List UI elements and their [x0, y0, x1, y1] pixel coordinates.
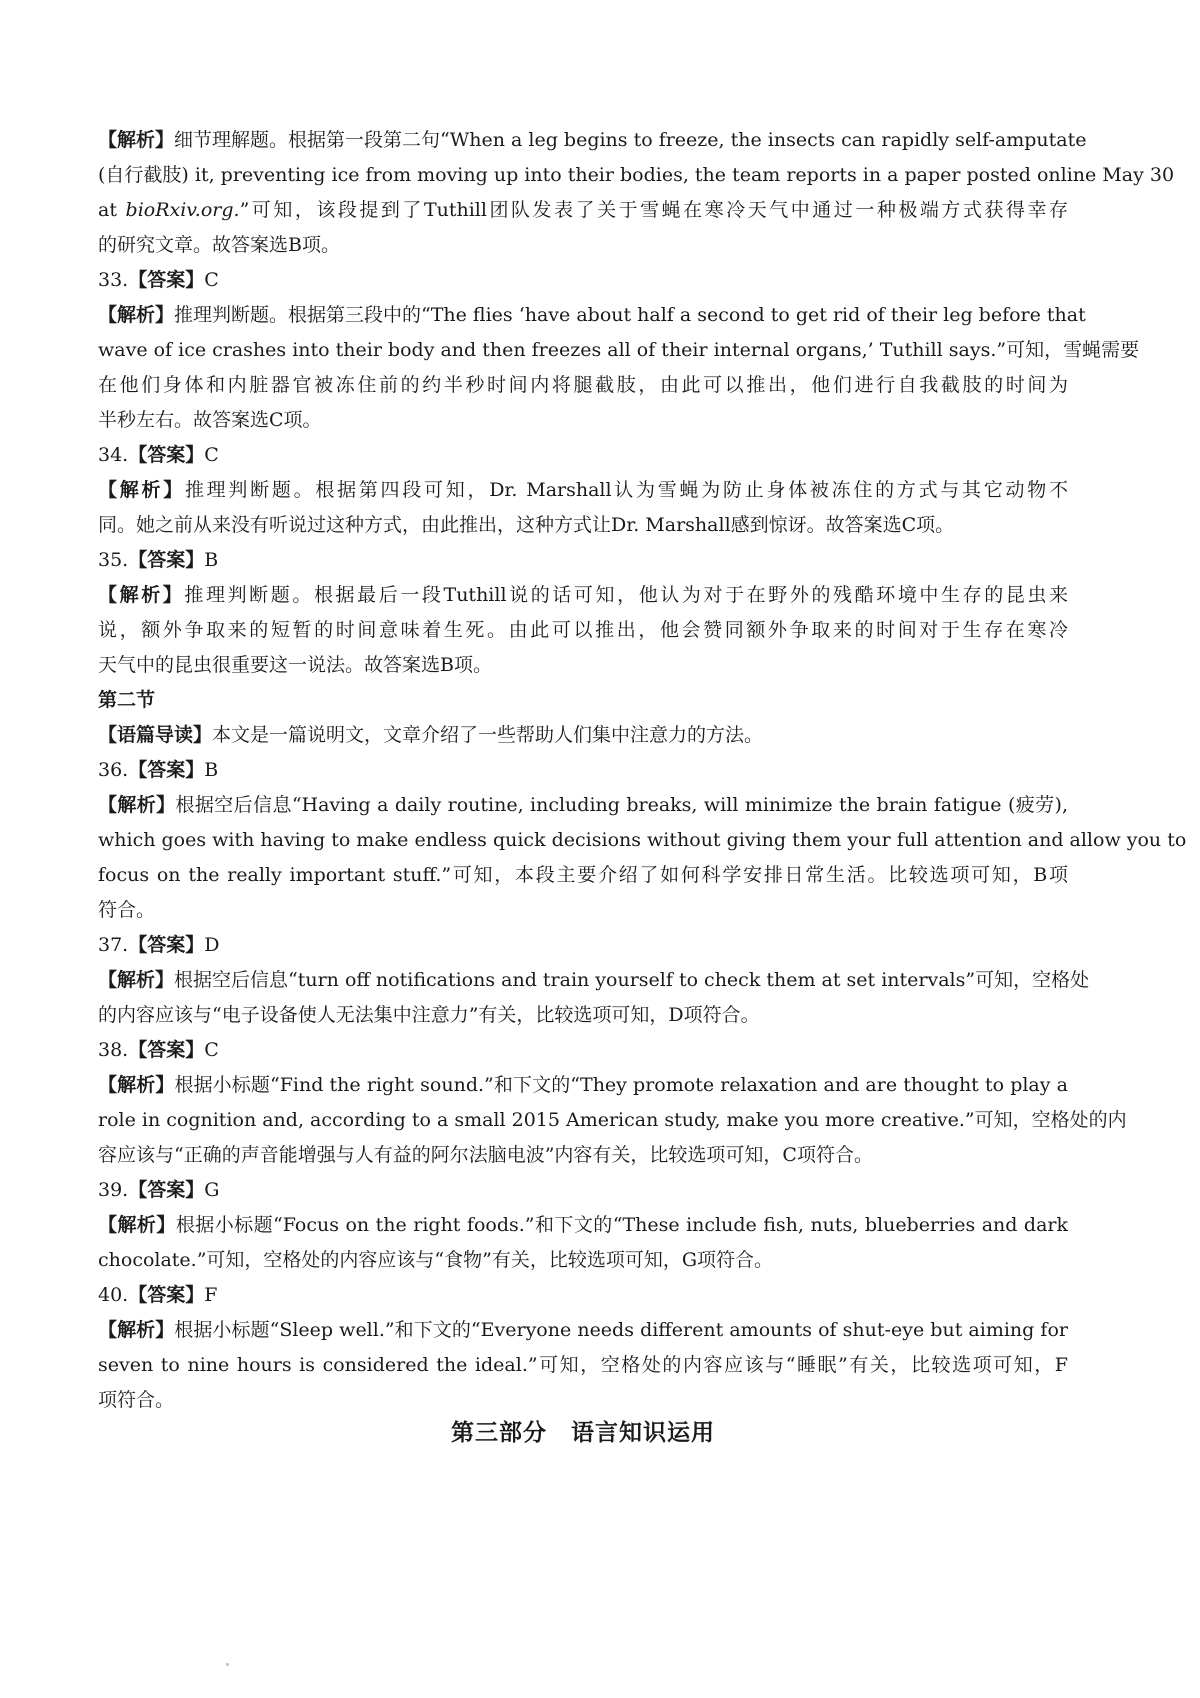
text-line: [98, 1352, 1068, 1378]
line-text: 36.: [98, 759, 129, 781]
text-line: [98, 1317, 1068, 1343]
line-text: 根据小标题“Find the right sound.”和下文的“They promote relaxation and are thought to play a: [174, 1074, 1068, 1096]
line-text: C: [204, 1039, 219, 1061]
bold-label: 第二节: [98, 689, 156, 711]
bold-label: 【答案】: [128, 269, 205, 291]
line-text: 根据空后信息“turn off notifications and train yourself to check them at set intervals”可知，空格处: [174, 969, 1090, 991]
line-text: focus on the really important stuff.”可知，本段主要介绍了如何科学安排日常生活。比较选项可知，B项: [98, 864, 1068, 886]
line-text: 38.: [98, 1039, 129, 1061]
section-title: 第三部分 语言知识运用: [451, 1419, 715, 1446]
line-text: chocolate.”可知，空格处的内容应该与“食物”有关，比较选项可知，G项符合。: [98, 1249, 774, 1271]
bold-label: 【答案】: [128, 1039, 205, 1061]
bold-label: 【解析】: [98, 479, 185, 501]
line-text: 根据小标题“Sleep well.”和下文的“Everyone needs different amounts of shut-eye but aiming for: [174, 1319, 1068, 1341]
line-text: 半秒左右。故答案选C项。: [98, 409, 322, 431]
line-text: 37.: [98, 934, 129, 956]
line-text: role in cognition and, according to a small 2015 American study, make you more creative.”可知，空格处的内: [98, 1109, 1127, 1131]
line-text: 容应该与“正确的声音能增强与人有益的阿尔法脑电波”内容有关，比较选项可知，C项符合。: [98, 1144, 873, 1166]
line-text: 39.: [98, 1179, 129, 1201]
line-text: 根据小标题“Focus on the right foods.”和下文的“These include fish, nuts, blueberries and dark: [175, 1214, 1068, 1236]
line-text: C: [204, 444, 219, 466]
text-line: [98, 372, 1068, 398]
line-text: 同。她之前从来没有听说过这种方式，由此推出，这种方式让Dr. Marshall感到惊讶。故答案选C项。: [98, 514, 955, 536]
line-text: G: [204, 1179, 220, 1201]
line-text: seven to nine hours is considered the ideal.”可知，空格处的内容应该与“睡眠”有关，比较选项可知，F: [98, 1354, 1068, 1376]
text-line: [98, 967, 1090, 993]
line-text: 项符合。: [98, 1389, 175, 1411]
bold-label: 【解析】: [98, 1074, 175, 1096]
bold-label: 【答案】: [128, 444, 205, 466]
bold-label: 【解析】: [98, 969, 175, 991]
bold-label: 【答案】: [128, 549, 205, 571]
line-text: 的研究文章。故答案选B项。: [98, 234, 340, 256]
line-text: 说，额外争取来的短暂的时间意味着生死。由此可以推出，他会赞同额外争取来的时间对于生存在寒冷: [98, 619, 1068, 641]
line-text: 推理判断题。根据第四段可知，Dr. Marshall认为雪蝇为防止身体被冻住的方式与其它动物不: [184, 479, 1068, 501]
line-text: ”可知，该段提到了Tuthill团队发表了关于雪蝇在寒冷天气中通过一种极端方式获得幸存: [239, 199, 1068, 221]
line-text: C: [204, 269, 219, 291]
line-text: 的内容应该与“电子设备使人无法集中注意力”有关，比较选项可知，D项符合。: [98, 1004, 760, 1026]
text-line: [98, 617, 1068, 643]
text-line: [98, 862, 1068, 888]
line-text: which goes with having to make endless quick decisions without giving them your full attention and allow you to: [98, 829, 1187, 851]
text-line: [98, 1247, 1068, 1273]
line-text: 细节理解题。根据第一段第二句“When a leg begins to freeze, the insects can rapidly self-amputate: [174, 129, 1087, 151]
text-line: [98, 1107, 1127, 1133]
line-text: 天气中的昆虫很重要这一说法。故答案选B项。: [98, 654, 492, 676]
text-line: [98, 582, 1068, 608]
text-line: [98, 792, 1068, 818]
text-line: [98, 477, 1068, 503]
bold-label: 【语篇导读】: [98, 724, 213, 746]
text-line: [98, 1282, 1068, 1308]
page-mark: [226, 1663, 229, 1666]
line-text: 33.: [98, 269, 129, 291]
line-text: B: [204, 549, 219, 571]
text-line: [98, 1212, 1068, 1238]
line-text: 推理判断题。根据第三段中的“The flies ‘have about half a second to get rid of their leg before that: [174, 304, 1086, 326]
bold-label: 【解析】: [98, 584, 185, 606]
text-line: [98, 687, 1068, 713]
text-line: [98, 1002, 1068, 1028]
bold-label: 【答案】: [128, 934, 205, 956]
text-line: [98, 127, 1087, 153]
text-line: [98, 512, 1068, 538]
text-line: [98, 547, 1068, 573]
line-text: 本文是一篇说明文，文章介绍了一些帮助人们集中注意力的方法。: [212, 724, 764, 746]
text-line: [98, 1142, 1068, 1168]
bold-label: 【答案】: [128, 759, 205, 781]
text-line: [98, 162, 1175, 188]
line-text: 40.: [98, 1284, 129, 1306]
line-text: B: [204, 759, 219, 781]
text-line: [98, 1037, 1068, 1063]
line-text: D: [204, 934, 220, 956]
text-line: [98, 897, 1068, 923]
line-text: 34.: [98, 444, 129, 466]
line-text: F: [204, 1284, 218, 1306]
text-line: [98, 442, 1068, 468]
text-line: [98, 1072, 1068, 1098]
text-line: [98, 267, 1068, 293]
text-line: [98, 757, 1068, 783]
text-line: [98, 337, 1140, 363]
line-text: 符合。: [98, 899, 156, 921]
text-line: [98, 407, 1068, 433]
bold-label: 【解析】: [98, 129, 175, 151]
text-line: [98, 232, 1068, 258]
bold-label: 【答案】: [128, 1179, 205, 1201]
text-line: [98, 302, 1086, 328]
text-line: [98, 1177, 1068, 1203]
bold-label: 【解析】: [98, 304, 175, 326]
line-text: 推理判断题。根据最后一段Tuthill说的话可知，他认为对于在野外的残酷环境中生存的昆虫来: [184, 584, 1068, 606]
line-text: (自行截肢) it, preventing ice from moving up into their bodies, the team reports in a paper posted online May 30: [98, 164, 1175, 186]
line-text: 在他们身体和内脏器官被冻住前的约半秒时间内将腿截肢，由此可以推出，他们进行自我截肢的时间为: [98, 374, 1068, 396]
text-line: [98, 1387, 1068, 1413]
text-line: [98, 722, 1068, 748]
line-text: 35.: [98, 549, 129, 571]
italic-text: bioRxiv.org.: [125, 199, 240, 221]
text-line: [98, 827, 1187, 853]
bold-label: 【解析】: [98, 1214, 176, 1236]
text-line: [98, 197, 1068, 223]
line-text: wave of ice crashes into their body and then freezes all of their internal organs,’ Tuthill says.”可知，雪蝇需要: [98, 339, 1140, 361]
bold-label: 【答案】: [128, 1284, 205, 1306]
line-text: at: [98, 199, 126, 221]
line-text: 根据空后信息“Having a daily routine, including breaks, will minimize the brain fatigue (疲劳),: [175, 794, 1068, 816]
bold-label: 【解析】: [98, 1319, 175, 1341]
bold-label: 【解析】: [98, 794, 176, 816]
text-line: [98, 932, 1068, 958]
text-line: [98, 652, 1068, 678]
